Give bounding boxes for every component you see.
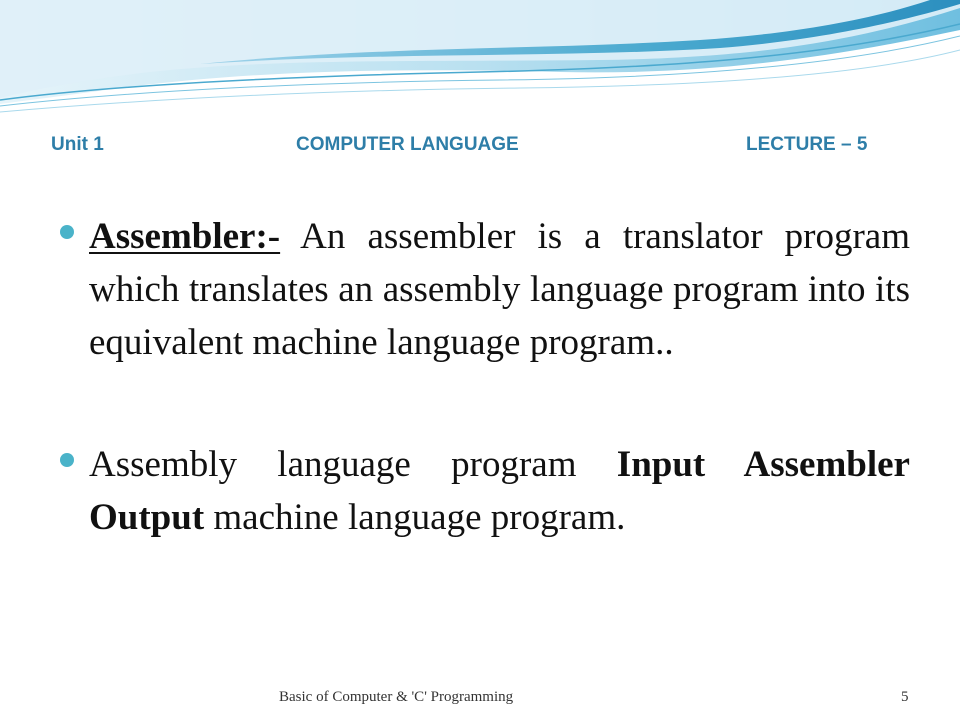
unit-label: Unit 1 <box>51 134 104 155</box>
slide-content <box>60 210 910 544</box>
bullet-text <box>89 438 910 544</box>
footer-title: Basic of Computer & 'C' Programming <box>279 689 514 705</box>
flow-input-assembler: Input Assembler <box>616 444 910 485</box>
slide-footer <box>0 689 960 709</box>
term-assembler: Assembler:- <box>89 216 281 257</box>
flow-part-3: machine language program. <box>204 497 626 538</box>
bullet-dot-icon <box>60 453 74 467</box>
lecture-label: LECTURE – 5 <box>746 134 868 155</box>
flow-part-1: Assembly language program <box>89 444 617 485</box>
page-number: 5 <box>901 689 909 705</box>
slide-header <box>0 134 960 162</box>
bullet-text <box>89 210 910 369</box>
bullet-assembly-flow <box>60 438 910 544</box>
header-title: COMPUTER LANGUAGE <box>296 134 519 155</box>
definition-text: An assembler is a translator program which translates an assembly language program into its equivalent machine language program.. <box>89 216 910 363</box>
bullet-assembler <box>60 210 910 369</box>
decorative-wave-banner <box>0 0 960 130</box>
bullet-dot-icon <box>60 225 74 239</box>
flow-output: Output <box>89 497 205 538</box>
